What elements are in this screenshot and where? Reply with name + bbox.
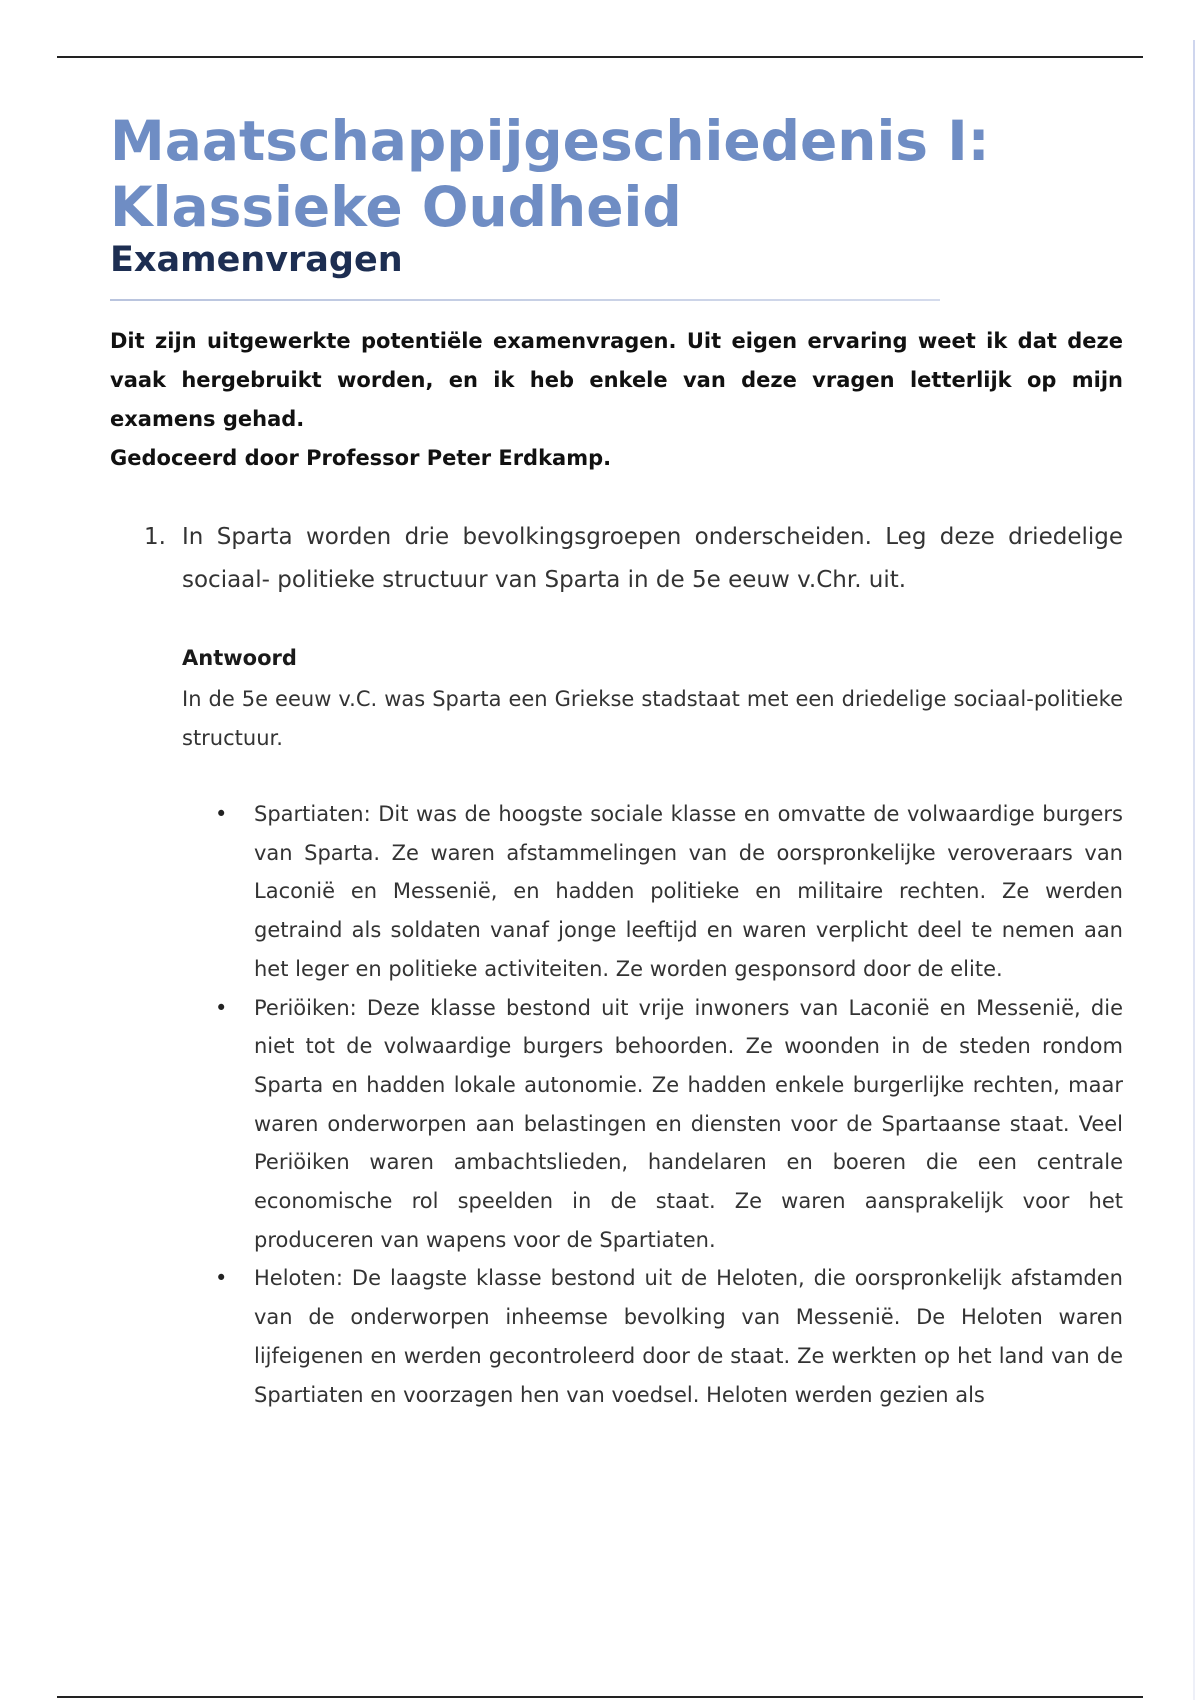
question-number: 1.: [144, 524, 166, 550]
intro-block: [110, 322, 1123, 478]
bullet-text-perioiken: Periöiken: Deze klasse bestond uit vrije inwoners van Laconië en Messenië, die niet tot de volwaardige burgers behoorden. Ze woonden in de steden rondom Sparta en hadden lokale autonomie. Ze hadden enkele burgerlijke rechten, maar waren onderworpen aan belastingen en diensten voor de Spartaanse staat. Veel Periöiken waren ambachtslieden, handelaren en boeren die een centrale economische rol speelden in de staat. Ze waren aansprakelijk voor het produceren van wapens voor de Spartiaten.: [254, 995, 1123, 1252]
page-right-edge: [1193, 40, 1195, 1700]
bullet-text-heloten: Heloten: De laagste klasse bestond uit de Heloten, die oorspronkelijk afstamden van de onderworpen inheemse bevolking van Messenië. De Heloten waren lijfeigenen en werden gecontroleerd door de staat. Ze werkten op het land van de Spartiaten en voorzagen hen van voedsel. Heloten werden gezien als: [254, 1266, 1123, 1407]
answer-label: Antwoord: [182, 646, 297, 670]
bullet-marker: •: [215, 995, 228, 1020]
bullet-marker: •: [215, 802, 228, 826]
instructor-line: Gedoceerd door Professor Peter Erdkamp.: [110, 446, 612, 470]
answer-intro: In de 5e eeuw v.C. was Sparta een Griekse stadstaat met een driedelige sociaal-politieke structuur.: [182, 687, 1123, 750]
list-item: [182, 795, 1123, 989]
intro-paragraph: Dit zijn uitgewerkte potentiële examenvragen. Uit eigen ervaring weet ik dat deze vaak hergebruikt worden, en ik heb enkele van deze vragen letterlijk op mijn examens gehad.: [110, 329, 1123, 431]
list-item: [182, 989, 1123, 1260]
page-bottom-rule: [57, 1696, 1143, 1698]
answer-bullet-list: [182, 795, 1123, 1414]
document-title: Maatschappijgeschiedenis I: Klassieke Oudheid: [110, 109, 990, 239]
title-divider: [110, 299, 940, 301]
page-top-rule: [57, 56, 1143, 58]
question-text: In Sparta worden drie bevolkingsgroepen onderscheiden. Leg deze driedelige sociaal- politieke structuur van Sparta in de 5e eeuw v.Chr. uit.: [182, 524, 1123, 593]
bullet-text-spartiaten: Spartiaten: Dit was de hoogste sociale klasse en omvatte de volwaardige burgers van Sparta. Ze waren afstammelingen van de oorspronkelijke veroveraars van Laconië en Messenië, en hadden politieke en militaire rechten. Ze werden getraind als soldaten vanaf jonge leeftijd en waren verplicht deel te nemen aan het leger en politieke activiteiten. Ze worden gesponsord door de elite.: [254, 802, 1123, 981]
question-1: [110, 516, 1123, 602]
list-item: [182, 1259, 1123, 1414]
document-subtitle: Examenvragen: [110, 240, 403, 280]
bullet-marker: •: [215, 1266, 228, 1291]
